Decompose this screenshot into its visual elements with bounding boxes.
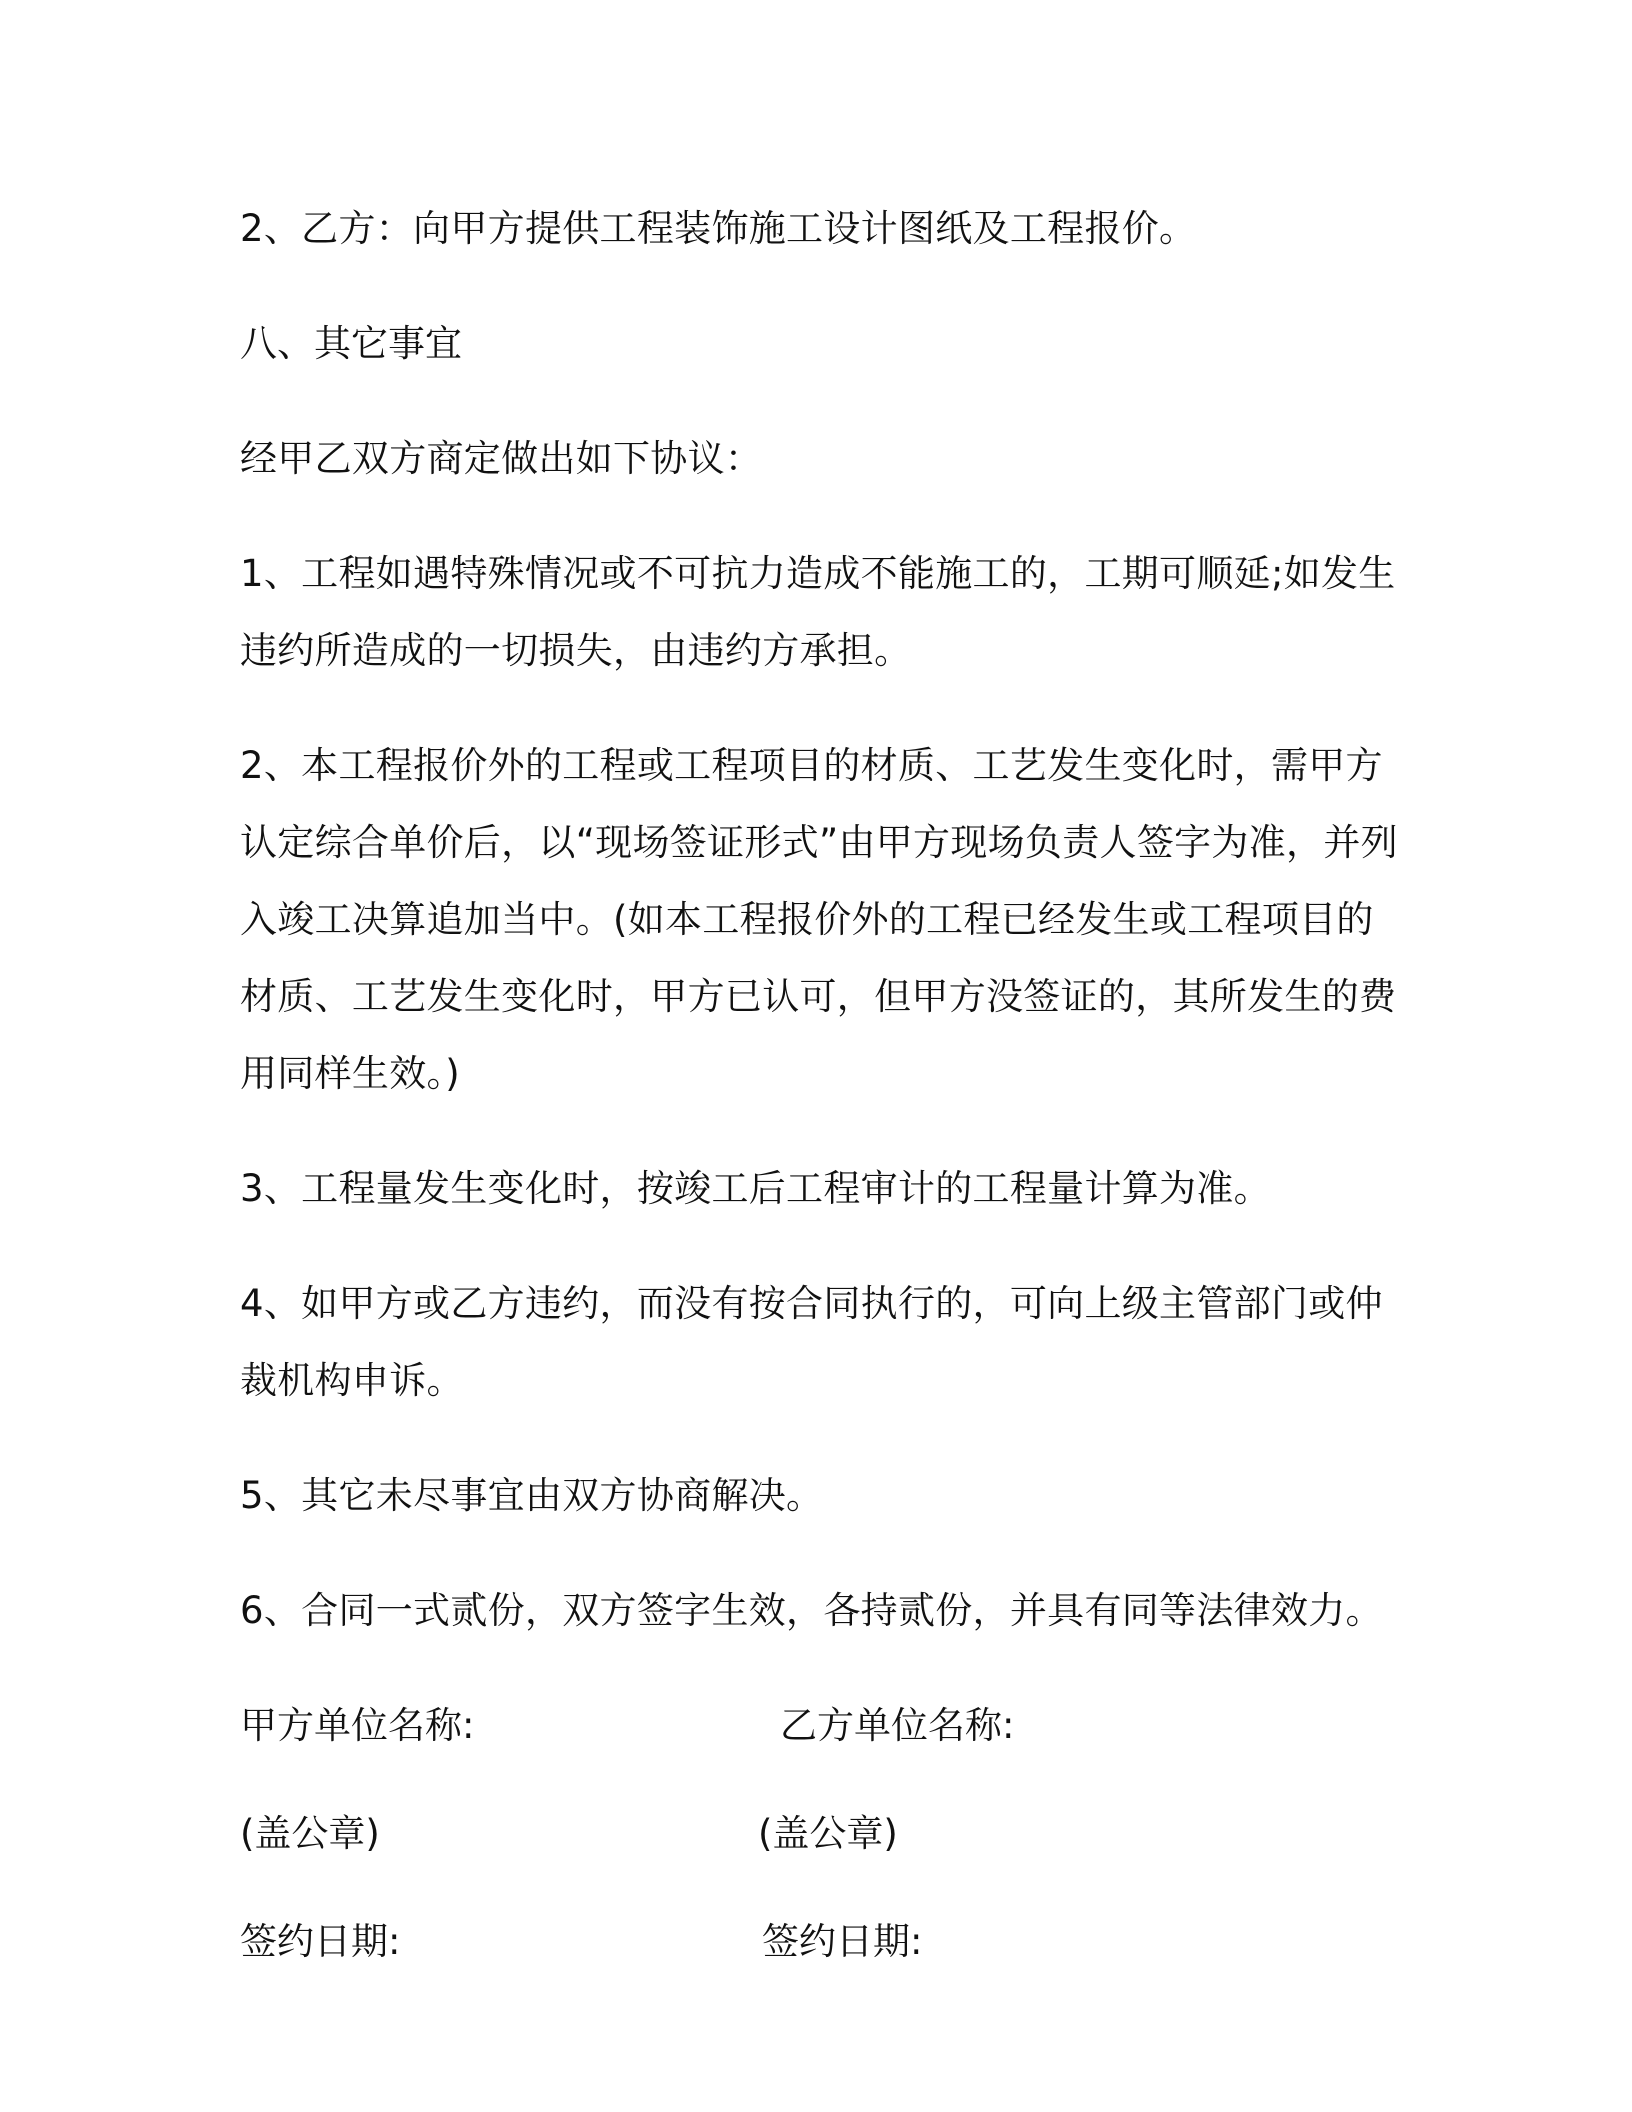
clause-3: 3、工程量发生变化时，按竣工后工程审计的工程量计算为准。: [240, 1167, 1271, 1210]
signature-row-dates: [240, 1903, 1400, 1980]
signature-row-names: [240, 1687, 1400, 1764]
clause-5: 5、其它未尽事宜由双方协商解决。: [240, 1474, 824, 1517]
party-b-name-label: 乙方单位名称:: [780, 1704, 1015, 1747]
signature-row-seals: [240, 1795, 1400, 1872]
clause-4: 4、如甲方或乙方违约，而没有按合同执行的，可向上级主管部门或仲裁机构申诉。: [240, 1282, 1383, 1402]
clause-2: 2、本工程报价外的工程或工程项目的材质、工艺发生变化时，需甲方认定综合单价后，以“现场签证形式”由甲方现场负责人签字为准，并列入竣工决算追加当中。(如本工程报价外的工程已经发生或工程项目的材质、工艺发生变化时，甲方已认可，但甲方没签证的，其所发生的费用同样生效。): [240, 744, 1398, 1095]
agreement-intro: 经甲乙双方商定做出如下协议：: [240, 437, 763, 480]
party-a-date-label: 签约日期:: [240, 1920, 401, 1963]
party-a-name-label: 甲方单位名称:: [240, 1704, 475, 1747]
party-a-seal-label: (盖公章): [240, 1812, 380, 1855]
section-heading-other-matters: 八、其它事宜: [240, 322, 462, 365]
document-body: [240, 190, 1400, 2011]
clause-6: 6、合同一式贰份，双方签字生效，各持贰份，并具有同等法律效力。: [240, 1589, 1383, 1632]
clause-1: 1、工程如遇特殊情况或不可抗力造成不能施工的，工期可顺延;如发生违约所造成的一切损失，由违约方承担。: [240, 552, 1396, 672]
party-b-date-label: 签约日期:: [762, 1920, 923, 1963]
party-b-seal-label: (盖公章): [758, 1812, 898, 1855]
clause-party-b-obligation: 2、乙方：向甲方提供工程装饰施工设计图纸及工程报价。: [240, 207, 1197, 250]
